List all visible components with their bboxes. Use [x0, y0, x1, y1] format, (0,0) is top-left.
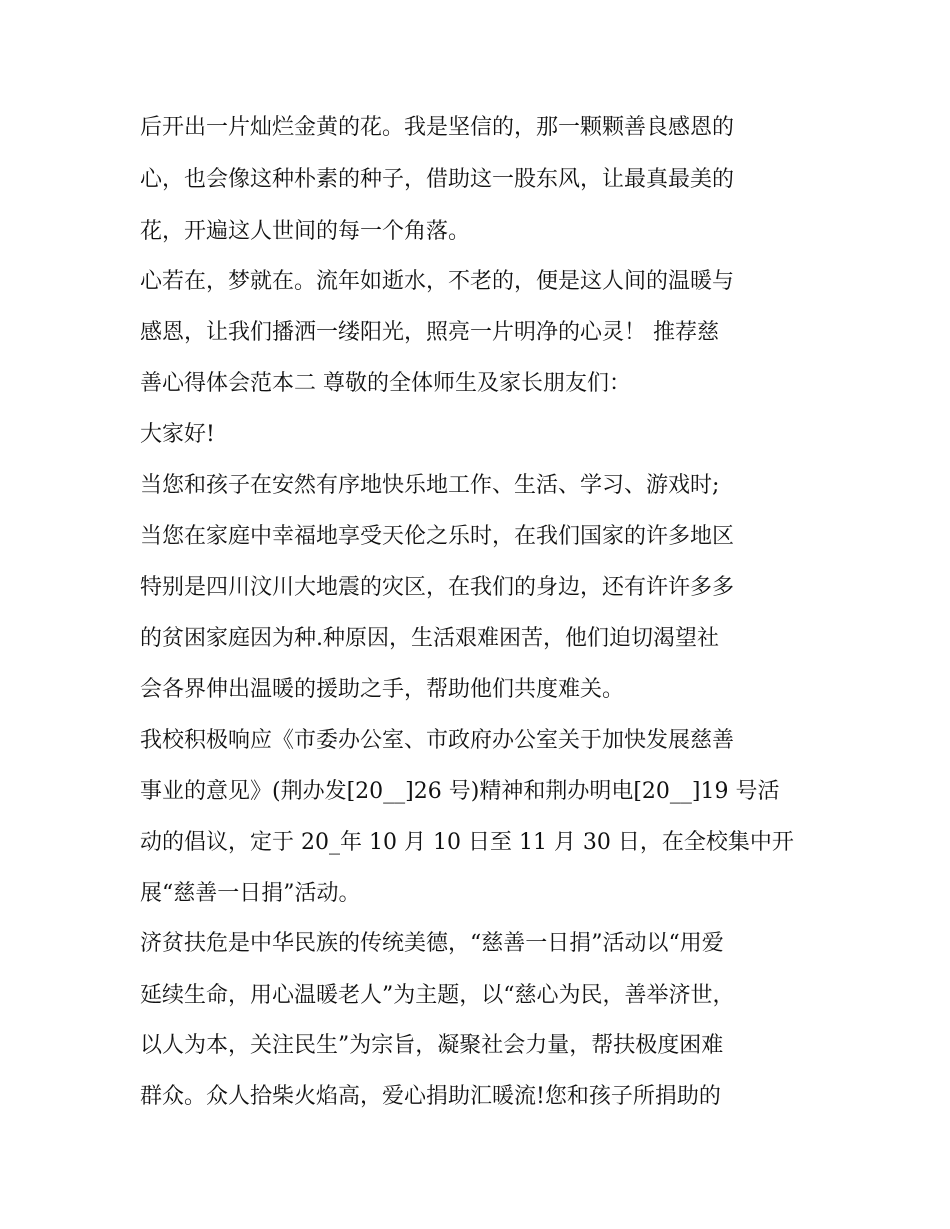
text-line: 心，也会像这种朴素的种子，借助这一股东风，让最真最美的 [140, 167, 735, 192]
text-line: 当您和孩子在安然有序地快乐地工作、生活、学习、游戏时; [140, 473, 720, 498]
text-line: 动的倡议，定于 20_年 10 月 10 日至 11 月 30 日，在全校集中开 [140, 830, 794, 855]
text-line: 群众。众人拾柴火焰高，爱心捐助汇暖流!您和孩子所捐助的 [140, 1084, 721, 1109]
text-line: 展“慈善一日捐”活动。 [140, 881, 361, 906]
text-line: 大家好! [140, 422, 215, 447]
text-line: 特别是四川汶川大地震的灾区，在我们的身边，还有许许多多 [140, 575, 735, 600]
text-line: 以人为本，关注民生”为宗旨，凝聚社会力量，帮扶极度困难 [140, 1033, 724, 1058]
text-line: 后开出一片灿烂金黄的花。我是坚信的，那一颗颗善良感恩的 [140, 115, 735, 140]
text-line: 当您在家庭中幸福地享受天伦之乐时，在我们国家的许多地区 [140, 524, 735, 549]
text-line: 会各界伸出温暖的援助之手，帮助他们共度难关。 [140, 677, 625, 702]
text-line: 延续生命，用心温暖老人”为主题，以“慈心为民，善举济世， [140, 983, 735, 1008]
text-line: 事业的意见》(荆办发[20__]26 号)精神和荆办明电[20__]19 号活 [140, 779, 780, 804]
text-line: 花，开遍这人世间的每一个角落。 [140, 219, 471, 244]
text-line: 感恩，让我们播洒一缕阳光，照亮一片明净的心灵！ 推荐慈 [140, 320, 719, 345]
text-line: 济贫扶危是中华民族的传统美德，“慈善一日捐”活动以“用爱 [140, 931, 724, 956]
text-line: 善心得体会范本二 尊敬的全体师生及家长朋友们： [140, 371, 631, 396]
text-line: 的贫困家庭因为种.种原因，生活艰难困苦，他们迫切渴望社 [140, 626, 719, 651]
text-line: 我校积极响应《市委办公室、市政府办公室关于加快发展慈善 [140, 728, 735, 753]
text-line: 心若在，梦就在。流年如逝水，不老的，便是这人间的温暖与 [140, 269, 735, 294]
